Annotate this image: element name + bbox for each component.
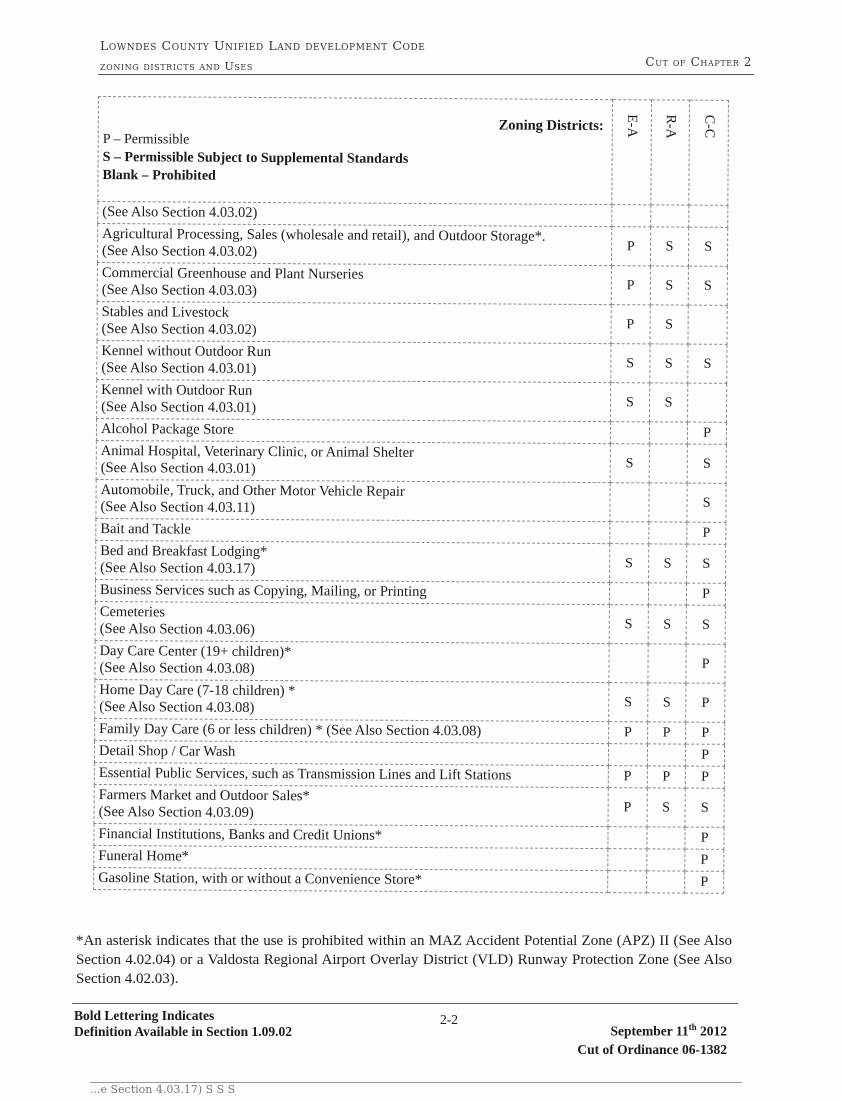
district-code-ra: S: [650, 305, 689, 344]
table-row: [96, 440, 726, 483]
footer-ordinance: Cut of Ordinance 06-1382: [577, 1041, 727, 1057]
footer-note-line2: Definition Available in Section 1.09.02: [74, 1024, 293, 1039]
use-name: Agricultural Processing, Sales (wholesale and retail), and Outdoor Storage*.: [102, 226, 546, 245]
district-code-cc: S: [688, 344, 727, 383]
table-row: [95, 679, 725, 722]
zoning-table: [93, 96, 729, 894]
district-code-cc: P: [688, 422, 727, 444]
legend-row: [98, 97, 729, 206]
use-name: Automobile, Truck, and Other Motor Vehicle Repair: [100, 482, 405, 500]
table-row: [94, 784, 724, 827]
district-code-ea: S: [609, 683, 648, 722]
district-header-cc: [689, 100, 728, 205]
table-row: [97, 340, 727, 383]
header-rule: [98, 74, 754, 75]
page-number: 2-2: [440, 1012, 458, 1027]
zoning-districts-label: Zoning Districts:: [498, 117, 604, 135]
date-sup: th: [688, 1022, 697, 1032]
use-reference: (See Also Section 4.03.09): [98, 804, 254, 821]
district-code-ra: S: [648, 544, 687, 583]
use-name: Financial Institutions, Banks and Credit Unions*: [98, 826, 383, 844]
use-reference: (See Also Section 4.03.08): [99, 660, 255, 677]
district-code-cc: [689, 205, 728, 227]
district-code-ea: [609, 583, 648, 605]
district-code-cc: P: [686, 683, 725, 722]
district-code-cc: S: [687, 483, 726, 522]
district-code-cc: [688, 305, 727, 344]
use-cell: [96, 518, 610, 543]
table-row: [95, 601, 725, 644]
district-code-cc: S: [689, 227, 728, 266]
use-name: Home Day Care (7-18 children) *: [99, 682, 296, 700]
district-code-ra: S: [649, 344, 688, 383]
legend-s: S – Permissible Subject to Supplemental Standards: [102, 150, 409, 167]
district-code-cc: P: [686, 722, 725, 744]
district-header-ra: [650, 100, 689, 205]
use-reference: (See Also Section 4.03.02): [102, 243, 258, 260]
use-cell: [97, 301, 611, 343]
use-cell: [97, 379, 611, 421]
use-cell: [98, 202, 612, 227]
district-code-ra: [646, 849, 685, 871]
district-code-ra: [646, 871, 685, 893]
use-cell: [94, 867, 608, 892]
district-code-cc: S: [686, 605, 725, 644]
district-code-ea: [612, 205, 651, 227]
district-code-ra: P: [647, 722, 686, 744]
use-cell: [96, 540, 610, 582]
district-label: R-A: [662, 114, 678, 139]
district-code-ea: [608, 827, 647, 849]
use-reference: (See Also Section 4.03.17): [100, 560, 256, 577]
date-year: 2012: [696, 1023, 727, 1039]
header-title: Lowndes County Unified Land development Code: [100, 38, 426, 53]
header-chapter: Cut of Chapter 2: [645, 55, 752, 69]
district-code-ea: P: [611, 305, 650, 344]
district-code-ra: [648, 644, 687, 683]
legend-p: P – Permissible: [102, 132, 190, 148]
district-code-ea: [610, 483, 649, 522]
district-code-ra: [649, 444, 688, 483]
district-code-cc: P: [685, 827, 724, 849]
use-reference: (See Also Section 4.03.01): [101, 399, 257, 416]
district-header-ea: [612, 100, 651, 205]
use-cell: [96, 479, 610, 521]
use-reference: (See Also Section 4.03.08): [99, 699, 255, 716]
footer-date: [577, 1018, 727, 1041]
use-reference: (See Also Section 4.03.02): [101, 321, 257, 338]
use-cell: [94, 762, 608, 787]
footer-rule: [72, 1003, 738, 1004]
use-name: Bed and Breakfast Lodging*: [100, 543, 268, 561]
use-cell: [95, 640, 609, 682]
district-code-ra: [647, 827, 686, 849]
district-code-cc: P: [685, 849, 724, 871]
use-name: Farmers Market and Outdoor Sales*: [98, 787, 310, 805]
district-code-ea: S: [609, 605, 648, 644]
use-name: Essential Public Services, such as Transmission Lines and Lift Stations: [98, 765, 512, 784]
next-page-bleed: ...e Section 4.03.17) S S S: [90, 1082, 742, 1097]
table-row: [96, 479, 726, 522]
use-cell: [96, 440, 610, 482]
district-code-ra: S: [649, 383, 688, 422]
district-code-ea: P: [611, 266, 650, 305]
use-cell: [94, 823, 608, 848]
use-name: Kennel without Outdoor Run: [101, 343, 272, 361]
table-row: [96, 540, 726, 583]
district-code-cc: S: [687, 444, 726, 483]
district-code-ea: P: [608, 766, 647, 788]
footer-bold-note: [74, 1008, 292, 1040]
district-code-ra: [649, 483, 688, 522]
use-cell: [95, 718, 609, 743]
district-code-ra: [650, 205, 689, 227]
use-reference: (See Also Section 4.03.01): [101, 360, 257, 377]
district-code-ea: [610, 422, 649, 444]
district-code-ea: [608, 871, 647, 893]
date-main: September 11: [610, 1023, 689, 1039]
district-code-cc: P: [686, 644, 725, 683]
use-name: Cemeteries: [99, 604, 166, 621]
district-code-cc: P: [685, 871, 724, 893]
district-code-cc: P: [686, 766, 725, 788]
district-code-ea: S: [610, 444, 649, 483]
district-code-ra: S: [647, 683, 686, 722]
district-code-ra: S: [648, 605, 687, 644]
district-code-cc: P: [687, 583, 726, 605]
table-row: [95, 640, 725, 683]
header-subtitle: zoning districts and Uses: [100, 60, 253, 73]
use-reference: (See Also Section 4.03.06): [99, 621, 255, 638]
district-code-cc: [688, 383, 727, 422]
district-label: C-C: [701, 114, 717, 139]
use-cell: [95, 601, 609, 643]
district-code-ea: P: [608, 788, 647, 827]
district-code-cc: P: [686, 744, 725, 766]
district-code-cc: S: [689, 266, 728, 305]
use-name: Commercial Greenhouse and Plant Nurseries: [101, 265, 364, 283]
use-name: Family Day Care (6 or less children) * (See Also Section 4.03.08): [99, 721, 482, 740]
use-name: Funeral Home*: [98, 848, 190, 865]
district-code-ea: S: [611, 344, 650, 383]
use-cell: [96, 418, 610, 443]
table-row: [97, 301, 727, 344]
use-name: Stables and Livestock: [101, 304, 229, 321]
district-code-cc: P: [687, 522, 726, 544]
district-code-ra: P: [647, 766, 686, 788]
table-row: [97, 224, 727, 267]
use-cell: [97, 262, 611, 304]
district-code-ea: [608, 744, 647, 766]
use-name: Detail Shop / Car Wash: [98, 743, 236, 760]
district-code-ea: P: [611, 227, 650, 266]
use-name: Business Services such as Copying, Mailing, or Printing: [99, 582, 427, 601]
district-code-ra: S: [650, 266, 689, 305]
use-reference: (See Also Section 4.03.01): [100, 460, 256, 477]
district-code-ea: [609, 644, 648, 683]
district-code-ra: [649, 422, 688, 444]
use-cell: [95, 579, 609, 604]
use-reference: (See Also Section 4.03.11): [100, 499, 256, 516]
table-row: [97, 262, 727, 305]
district-code-ra: [648, 583, 687, 605]
table-row: [97, 379, 727, 422]
district-code-cc: S: [685, 788, 724, 827]
use-cell: [94, 845, 608, 870]
district-code-ea: [610, 522, 649, 544]
district-code-ea: P: [608, 722, 647, 744]
asterisk-footnote: *An asterisk indicates that the use is prohibited within an MAZ Accident Potential Zone (APZ) II (See Also Section 4.02.04) or a Valdosta Regional Airport Overlay District (VLD) Runway Protection Zone (See Also Section 4.02.03).: [76, 933, 732, 987]
use-cell: [97, 340, 611, 382]
use-cell: [94, 740, 608, 765]
footer-note-line1: Bold Lettering Indicates: [74, 1008, 215, 1023]
legend-cell: [98, 97, 613, 205]
use-cell: [97, 224, 611, 266]
use-name: Animal Hospital, Veterinary Clinic, or Animal Shelter: [100, 443, 414, 461]
use-cell: [94, 784, 608, 826]
use-reference: (See Also Section 4.03.03): [101, 282, 257, 299]
legend-blank: Blank – Prohibited: [102, 168, 216, 184]
district-code-ra: S: [650, 227, 689, 266]
use-name: Bait and Tackle: [100, 521, 191, 538]
table-row: [94, 867, 724, 893]
district-code-ea: [608, 849, 647, 871]
district-label: E-A: [624, 114, 640, 138]
footer-date-block: [577, 1018, 727, 1059]
use-name: Alcohol Package Store: [100, 421, 234, 438]
district-code-ra: [648, 522, 687, 544]
district-code-ea: S: [609, 544, 648, 583]
district-code-ea: S: [610, 383, 649, 422]
use-cell: [95, 679, 609, 721]
use-name: Kennel with Outdoor Run: [101, 382, 253, 399]
district-code-cc: S: [687, 544, 726, 583]
use-name: (See Also Section 4.03.02): [102, 204, 258, 221]
use-name: Day Care Center (19+ children)*: [99, 643, 292, 661]
district-code-ra: [647, 744, 686, 766]
district-code-ra: S: [647, 788, 686, 827]
use-name: Gasoline Station, with or without a Convenience Store*: [98, 870, 423, 888]
